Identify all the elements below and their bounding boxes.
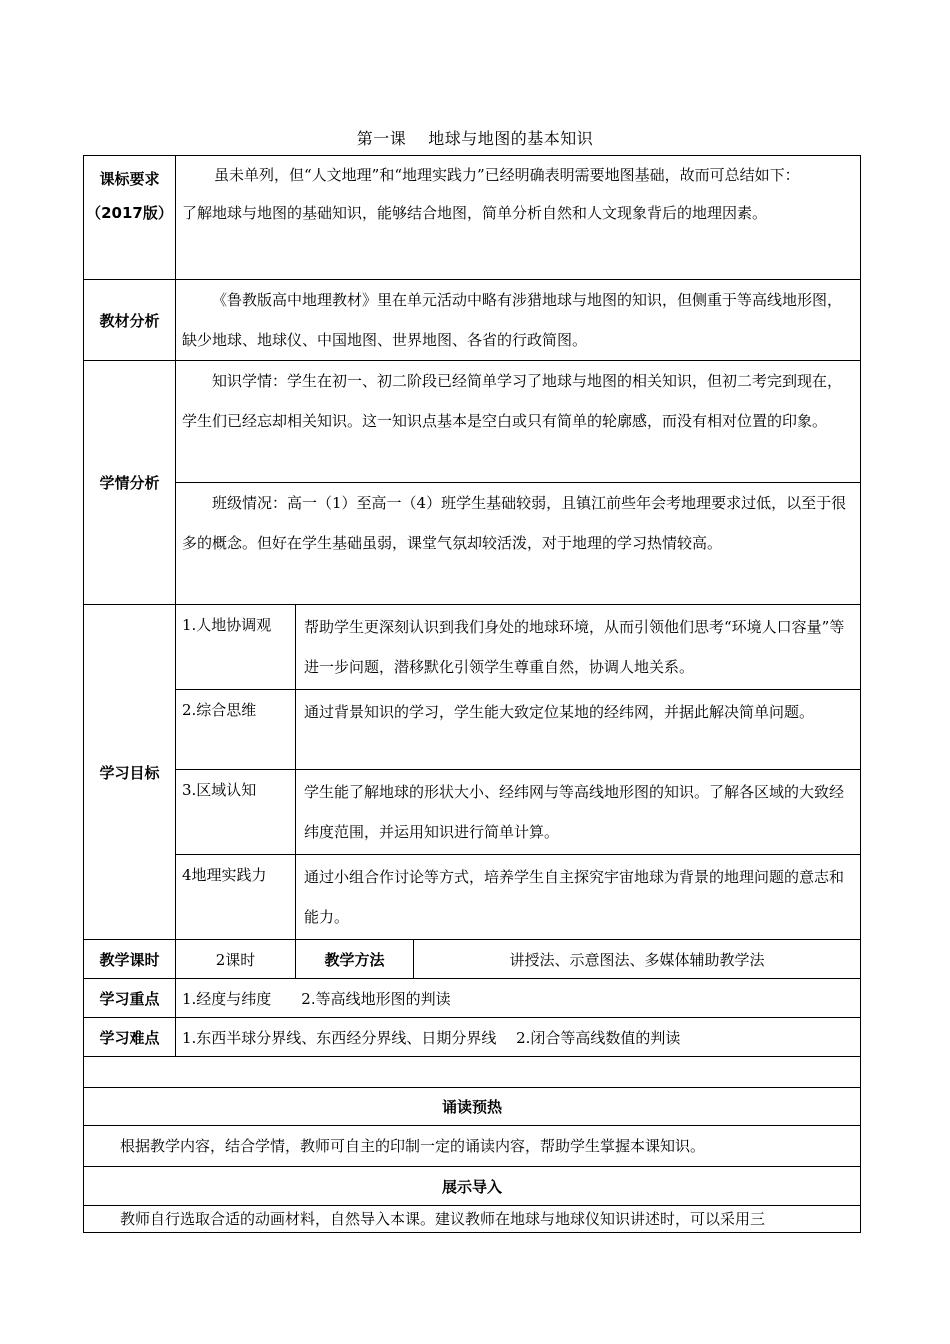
key-points-value: 1.经度与纬度 2.等高线地形图的判读 (176, 979, 861, 1018)
blank-row (84, 1057, 861, 1088)
difficulties-label: 学习难点 (84, 1018, 176, 1057)
goals-label: 学习目标 (84, 605, 176, 940)
goal-name: 2.综合思维 (176, 690, 296, 770)
method-label: 教学方法 (296, 940, 414, 979)
page-title (0, 126, 950, 149)
students-class-text: 班级情况：高一（1）至高一（4）班学生基础较弱，且镇江前些年会考地理要求过低，以至于很多的概念。但好在学生基础虽弱，课堂气氛却较活泼，对于地理的学习热情较高。 (182, 494, 847, 552)
textbook-label: 教材分析 (84, 280, 176, 361)
hours-value: 2课时 (176, 940, 296, 979)
key-points-label: 学习重点 (84, 979, 176, 1018)
textbook-content (176, 280, 861, 361)
goal-name: 1.人地协调观 (176, 605, 296, 690)
intro-heading-row (84, 1167, 861, 1206)
goal-name: 4地理实践力 (176, 855, 296, 940)
goal-row (84, 855, 861, 940)
curriculum-text: 虽未单列，但“人文地理”和“地理实践力”已经明确表明需要地图基础，故而可总结如下： (214, 166, 800, 184)
blank-cell (84, 1057, 861, 1088)
students-knowledge-text: 知识学情：学生在初一、初二阶段已经简单学习了地球与地图的相关知识，但初二考完到现在，学生们已经忘却相关知识。这一知识点基本是空白或只有简单的轮廓感，而没有相对位置的印象。 (182, 372, 843, 430)
intro-text-cell (84, 1206, 861, 1233)
hours-row (84, 940, 861, 979)
intro-text: 教师自行选取合适的动画材料，自然导入本课。建议教师在地球与地球仪知识讲述时，可以采用三 (120, 1210, 766, 1228)
textbook-row (84, 280, 861, 361)
curriculum-label: 课标要求 （2017版） (84, 156, 176, 280)
recite-text-row (84, 1126, 861, 1167)
recite-heading: 诵读预热 (84, 1088, 861, 1126)
goal-description: 通过小组合作讨论等方式，培养学生自主探究宇宙地球为背景的地理问题的意志和能力。 (296, 855, 861, 940)
recite-text: 根据教学内容，结合学情，教师可自主的印制一定的诵读内容，帮助学生掌握本课知识。 (120, 1137, 706, 1155)
curriculum-row (84, 156, 861, 280)
goal-description: 帮助学生更深刻认识到我们身处的地球环境，从而引领他们思考“环境人口容量”等进一步问题，潜移默化引领学生尊重自然，协调人地关系。 (296, 605, 861, 690)
recite-text-cell (84, 1126, 861, 1167)
goal-row (84, 770, 861, 855)
hours-label: 教学课时 (84, 940, 176, 979)
goal-row (84, 605, 861, 690)
students-class-cell (176, 483, 861, 605)
title-lesson: 第一课 (356, 129, 407, 148)
goal-description: 通过背景知识的学习，学生能大致定位某地的经纬网，并据此解决简单问题。 (296, 690, 861, 770)
key-points-row (84, 979, 861, 1018)
goal-row (84, 690, 861, 770)
goal-name: 3.区域认知 (176, 770, 296, 855)
students-row-knowledge (84, 361, 861, 483)
intro-text-row (84, 1206, 861, 1233)
textbook-text: 《鲁教版高中地理教材》里在单元活动中略有涉猎地球与地图的知识，但侧重于等高线地形图，缺少地球、地球仪、中国地图、世界地图、各省的行政简图。 (182, 291, 843, 349)
intro-heading: 展示导入 (84, 1167, 861, 1206)
curriculum-content (176, 156, 861, 280)
method-value: 讲授法、示意图法、多媒体辅助教学法 (414, 940, 861, 979)
recite-heading-row (84, 1088, 861, 1126)
students-label: 学情分析 (84, 361, 176, 605)
lesson-plan-table (83, 155, 861, 1233)
goal-description: 学生能了解地球的形状大小、经纬网与等高线地形图的知识。了解各区域的大致经纬度范围，并运用知识进行简单计算。 (296, 770, 861, 855)
students-row-class (84, 483, 861, 605)
title-topic: 地球与地图的基本知识 (428, 129, 594, 148)
curriculum-summary: 了解地球与地图的基础知识，能够结合地图，简单分析自然和人文现象背后的地理因素。 (182, 204, 768, 222)
students-knowledge-cell (176, 361, 861, 483)
difficulties-row (84, 1018, 861, 1057)
difficulties-value: 1.东西半球分界线、东西经分界线、日期分界线 2.闭合等高线数值的判读 (176, 1018, 861, 1057)
